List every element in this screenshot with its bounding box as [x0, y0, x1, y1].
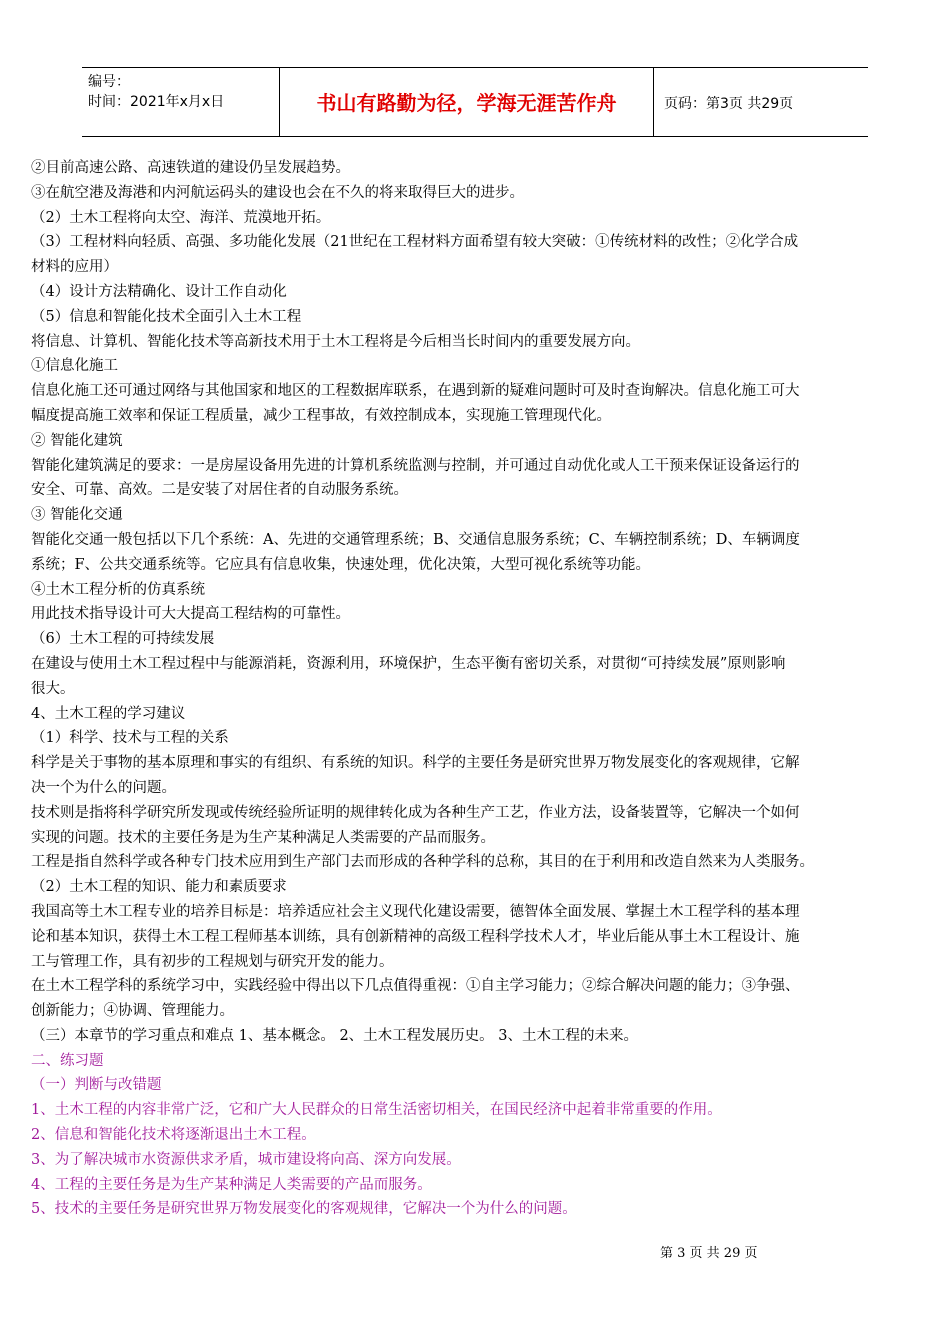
text-line: （1）科学、技术与工程的关系 [31, 730, 229, 747]
text-line: 论和基本知识，获得土木工程工程师基本训练，具有创新精神的高级工程科学技术人才，毕业后能从事土木工程设计、施 [31, 928, 800, 945]
header-motto: 书山有路勤为径，学海无涯苦作舟 [316, 91, 617, 115]
text-line: 科学是关于事物的基本原理和事实的有组织、有系统的知识。科学的主要任务是研究世界万物发展变化的客观规律，它解 [31, 755, 800, 772]
text-line: 用此技术指导设计可大大提高工程结构的可靠性。 [31, 606, 350, 623]
text-line: 智能化交通一般包括以下几个系统：A、先进的交通管理系统；B、交通信息服务系统；C、车辆控制系统；D、车辆调度 [31, 531, 800, 548]
text-line: 智能化建筑满足的要求：一是房屋设备用先进的计算机系统监测与控制，并可通过自动优化或人工干预来保证设备运行的 [31, 457, 800, 474]
text-line: 创新能力；④协调、管理能力。 [31, 1003, 234, 1020]
text-line: 5、技术的主要任务是研究世界万物发展变化的客观规律，它解决一个为什么的问题。 [31, 1201, 577, 1218]
page-footer: 第 3 页 共 29 页 [660, 1246, 758, 1261]
text-line: ② 智能化建筑 [31, 432, 123, 449]
text-line: 材料的应用） [31, 259, 118, 276]
text-line: 3、为了解决城市水资源供求矛盾，城市建设将向高、深方向发展。 [31, 1151, 461, 1168]
text-line: 二、练习题 [31, 1052, 104, 1069]
text-line: 信息化施工还可通过网络与其他国家和地区的工程数据库联系，在遇到新的疑难问题时可及时查询解决。信息化施工可大 [31, 383, 800, 400]
text-line: ①信息化施工 [31, 358, 118, 375]
document-time-label: 时间：2021年x月x日 [88, 94, 225, 110]
header-page-cell [654, 68, 868, 136]
text-line: ②目前高速公路、高速铁道的建设仍呈发展趋势。 [31, 160, 350, 176]
page-header [82, 67, 868, 137]
text-line: ④土木工程分析的仿真系统 [31, 581, 205, 598]
text-line: 决一个为什么的问题。 [31, 779, 176, 796]
header-meta-cell [82, 68, 280, 136]
header-page-code: 页码：第3页 共29页 [664, 96, 794, 112]
document-number-label: 编号： [88, 74, 130, 90]
text-line: （三）本章节的学习重点和难点 1、基本概念。 2、土木工程发展历史。 3、土木工程的未来。 [31, 1027, 638, 1044]
text-line: 很大。 [31, 680, 75, 697]
text-line: 技术则是指将科学研究所发现或传统经验所证明的规律转化成为各种生产工艺，作业方法，设备装置等，它解决一个如何 [31, 804, 800, 821]
text-line: 2、信息和智能化技术将逐渐退出土木工程。 [31, 1127, 316, 1144]
text-line: 4、土木工程的学习建议 [31, 705, 186, 722]
text-line: （6）土木工程的可持续发展 [31, 631, 215, 648]
text-line: 幅度提高施工效率和保证工程质量，减少工程事故，有效控制成本，实现施工管理现代化。 [31, 407, 611, 424]
text-line: （5）信息和智能化技术全面引入土木工程 [31, 308, 302, 325]
text-line: 4、工程的主要任务是为生产某种满足人类需要的产品而服务。 [31, 1176, 432, 1193]
text-line: 1、土木工程的内容非常广泛，它和广大人民群众的日常生活密切相关，在国民经济中起着非常重要的作用。 [31, 1102, 722, 1119]
header-motto-cell [280, 68, 654, 136]
text-line: ③在航空港及海港和内河航运码头的建设也会在不久的将来取得巨大的进步。 [31, 184, 524, 201]
text-line: 工程是指自然科学或各种专门技术应用到生产部门去而形成的各种学科的总称，其目的在于利用和改造自然来为人类服务。 [31, 854, 814, 871]
text-line: 将信息、计算机、智能化技术等高新技术用于土木工程将是今后相当长时间内的重要发展方向。 [31, 333, 640, 350]
text-line: 实现的问题。技术的主要任务是为生产某种满足人类需要的产品而服务。 [31, 829, 495, 846]
text-line: ③ 智能化交通 [31, 507, 123, 524]
text-line: （2）土木工程的知识、能力和素质要求 [31, 879, 287, 896]
document-body [31, 156, 921, 1222]
text-line: 工与管理工作，具有初步的工程规划与研究开发的能力。 [31, 953, 394, 970]
text-line: （3）工程材料向轻质、高强、多功能化发展（21世纪在工程材料方面希望有较大突破：①传统材料的改性；②化学合成 [31, 234, 799, 251]
text-line: 我国高等土木工程专业的培养目标是：培养适应社会主义现代化建设需要，德智体全面发展、掌握土木工程学科的基本理 [31, 903, 800, 920]
text-line: 在建设与使用土木工程过程中与能源消耗，资源利用，环境保护，生态平衡有密切关系，对贯彻“可持续发展”原则影响 [31, 655, 786, 672]
text-line: 安全、可靠、高效。二是安装了对居住者的自动服务系统。 [31, 482, 408, 499]
text-line: （4）设计方法精确化、设计工作自动化 [31, 283, 287, 300]
text-line: （2）土木工程将向太空、海洋、荒漠地开拓。 [31, 209, 331, 226]
text-line: （一）判断与改错题 [31, 1077, 162, 1094]
text-line: 在土木工程学科的系统学习中，实践经验中得出以下几点值得重视：①自主学习能力；②综合解决问题的能力；③争强、 [31, 978, 800, 995]
text-line: 系统；F、公共交通系统等。它应具有信息收集，快速处理，优化决策，大型可视化系统等功能。 [31, 556, 651, 573]
